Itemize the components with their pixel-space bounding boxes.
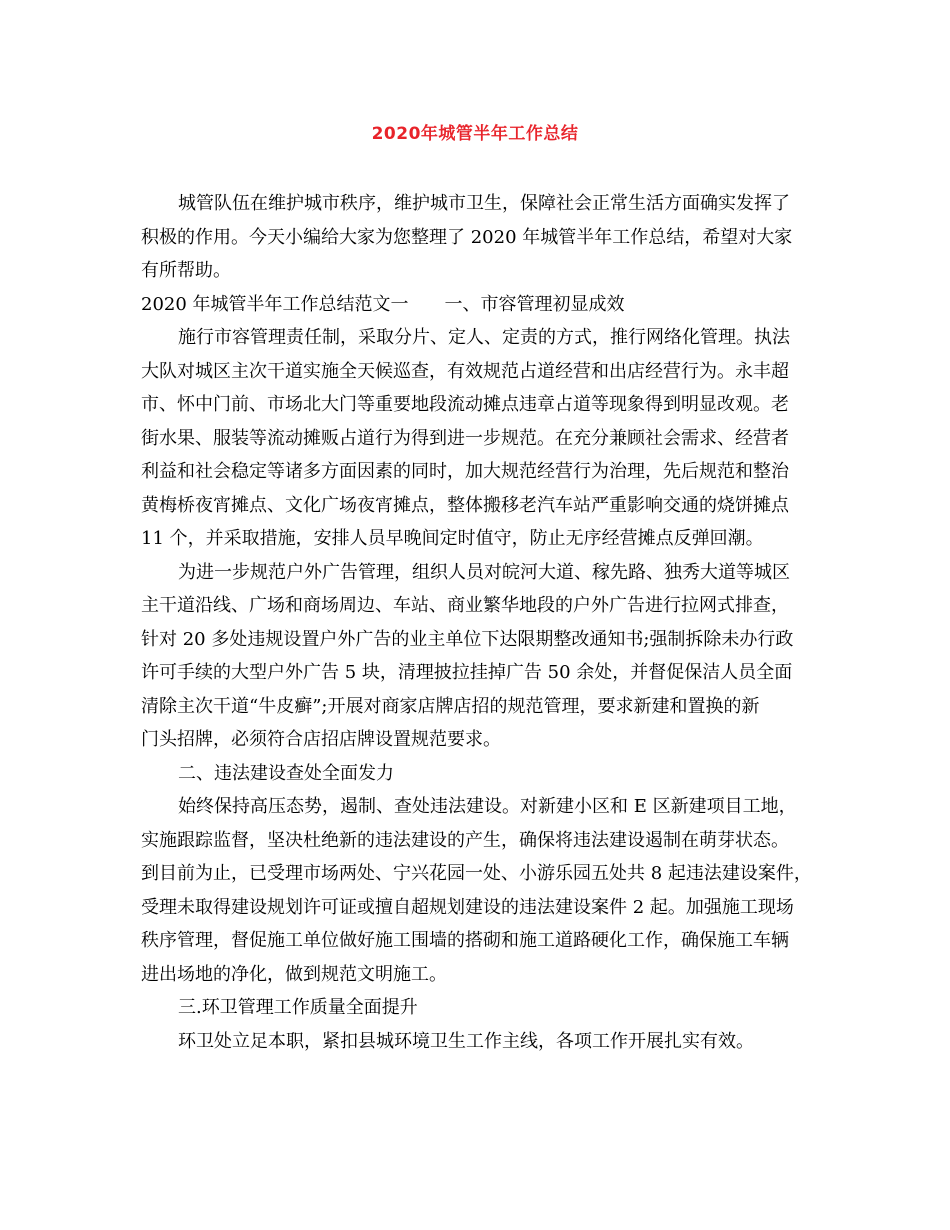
document-body — [141, 187, 817, 1058]
body-line: 利益和社会稳定等诸多方面因素的同时，加大规范经营行为治理，先后规范和整治 — [141, 461, 789, 482]
body-line: 街水果、服装等流动摊贩占道行为得到进一步规范。在充分兼顾社会需求、经营者 — [141, 427, 789, 449]
body-line: 施行市容管理责任制，采取分片、定人、定责的方式，推行网络化管理。执法 — [178, 327, 790, 348]
body-line: 秩序管理，督促施工单位做好施工围墙的搭砌和施工道路硬化工作，确保施工车辆 — [141, 930, 789, 951]
body-line: 针对 20 多处违规设置户外广告的业主单位下达限期整改通知书;强制拆除未办行政 — [141, 628, 794, 650]
body-line: 黄梅桥夜宵摊点、文化广场夜宵摊点，整体搬移老汽车站严重影响交通的烧饼摊点 — [141, 494, 789, 516]
body-line: 到目前为止，已受理市场两处、宁兴花园一处、小游乐园五处共 8 起违法建设案件， — [141, 863, 812, 884]
body-line: 实施跟踪监督，坚决杜绝新的违法建设的产生，确保将违法建设遏制在萌芽状态。 — [141, 829, 789, 851]
section-heading-line: 2020 年城管半年工作总结范文一 一、市容管理初显成效 — [141, 293, 625, 315]
body-line: 始终保持高压态势，遏制、查处违法建设。对新建小区和 E 区新建项目工地， — [178, 796, 797, 817]
body-line: 市、怀中门前、市场北大门等重要地段流动摊点违章占道等现象得到明显改观。老 — [141, 394, 789, 415]
body-line: 11 个，并采取措施，安排人员早晚间定时值守，防止无序经营摊点反弹回潮。 — [141, 528, 764, 549]
body-line: 环卫处立足本职，紧扣县城环境卫生工作主线，各项工作开展扎实有效。 — [178, 1030, 754, 1052]
document-title: 2020年城管半年工作总结 — [371, 124, 579, 144]
body-line: 城管队伍在维护城市秩序，维护城市卫生，保障社会正常生活方面确实发挥了 — [178, 193, 790, 214]
body-line: 清除主次干道“牛皮癣”;开展对商家店牌店招的规范管理，要求新建和置换的新 — [141, 695, 760, 717]
body-line: 主干道沿线、广场和商场周边、车站、商业繁华地段的户外广告进行拉网式排查， — [141, 595, 789, 616]
body-line: 门头招牌，必须符合店招店牌设置规范要求。 — [141, 729, 501, 750]
body-line: 有所帮助。 — [141, 260, 231, 281]
body-line: 许可手续的大型户外广告 5 块，清理披拉挂掉广告 50 余处，并督促保洁人员全面 — [141, 662, 793, 683]
body-line: 积极的作用。今天小编给大家为您整理了 2020 年城管半年工作总结，希望对大家 — [141, 226, 793, 248]
body-line: 为进一步规范户外广告管理，组织人员对皖河大道、稼先路、独秀大道等城区 — [178, 561, 790, 583]
body-line: 受理未取得建设规划许可证或擅自超规划建设的违法建设案件 2 起。加强施工现场 — [141, 896, 794, 918]
section-heading: 三.环卫管理工作质量全面提升 — [178, 997, 418, 1018]
body-line: 进出场地的净化，做到规范文明施工。 — [141, 963, 447, 985]
section-heading: 二、违法建设查处全面发力 — [178, 762, 394, 784]
body-line: 大队对城区主次干道实施全天候巡查，有效规范占道经营和出店经营行为。永丰超 — [141, 360, 789, 382]
